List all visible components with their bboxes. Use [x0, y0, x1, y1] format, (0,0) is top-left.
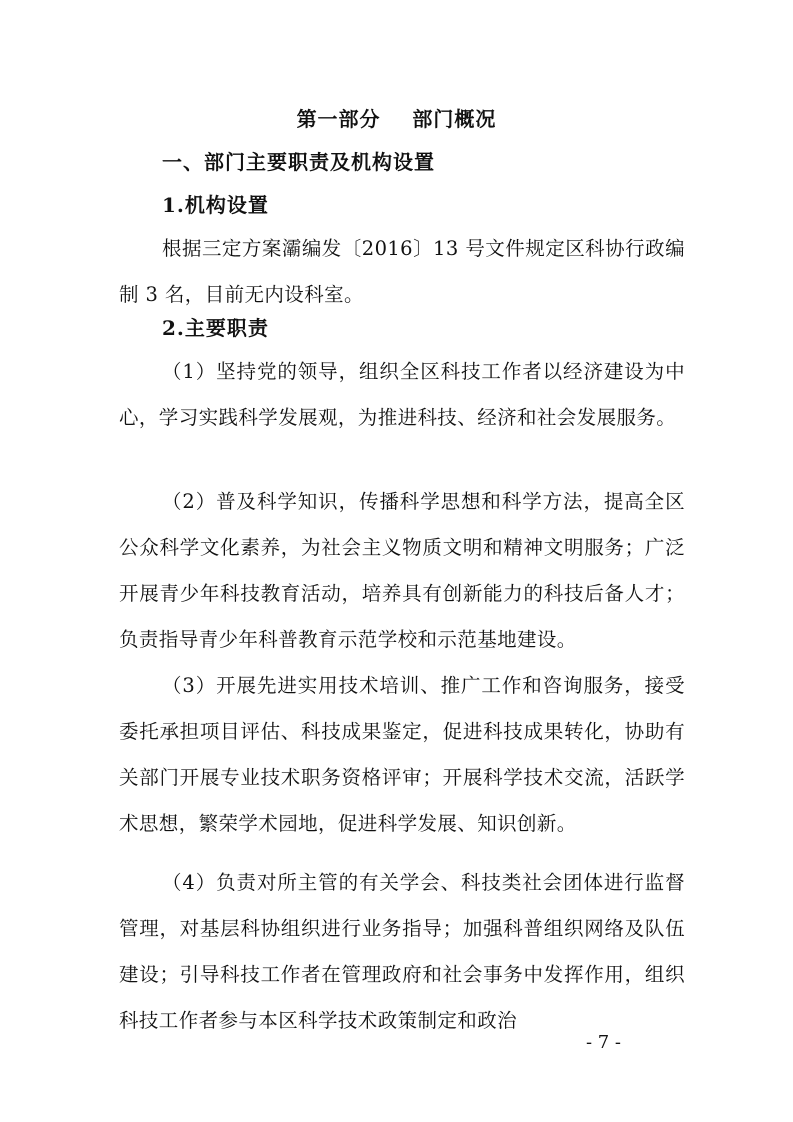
section-heading: 一、部门主要职责及机构设置 — [162, 150, 435, 174]
paragraph-duty-2: （2）普及科学知识，传播科学思想和科学方法，提高全区公众科学文化素养，为社会主义物质文明和精神文明服务；广泛开展青少年科技教育活动，培养具有创新能力的科技后备人才；负责指导青少年科普教育示范学校和示范基地建设。 — [119, 490, 685, 651]
part-title: 第一部分 部门概况 — [296, 107, 497, 131]
paragraph-duty-3: （3）开展先进实用技术培训、推广工作和咨询服务，接受委托承担项目评估、科技成果鉴定，促进科技成果转化，协助有关部门开展专业技术职务资格评审；开展科学技术交流，活跃学术思想，繁荣学术园地，促进科学发展、知识创新。 — [119, 674, 685, 835]
paragraph-duty-1: （1）坚持党的领导，组织全区科技工作者以经济建设为中心，学习实践科学发展观，为推进科技、经济和社会发展服务。 — [119, 360, 685, 429]
subsection-heading-organization: 1.机构设置 — [162, 193, 269, 217]
paragraph-organization: 根据三定方案灞编发〔2016〕13 号文件规定区科协行政编制 3 名，目前无内设科室。 — [119, 237, 685, 306]
paragraph-duty-4: （4）负责对所主管的有关学会、科技类社会团体进行监督管理，对基层科协组织进行业务指导；加强科普组织网络及队伍建设；引导科技工作者在管理政府和社会事务中发挥作用，组织科技工作者参与本区科学技术政策制定和政治 — [119, 871, 685, 1032]
page-number: - 7 - — [585, 1032, 621, 1053]
subsection-heading-duties: 2.主要职责 — [162, 316, 269, 340]
